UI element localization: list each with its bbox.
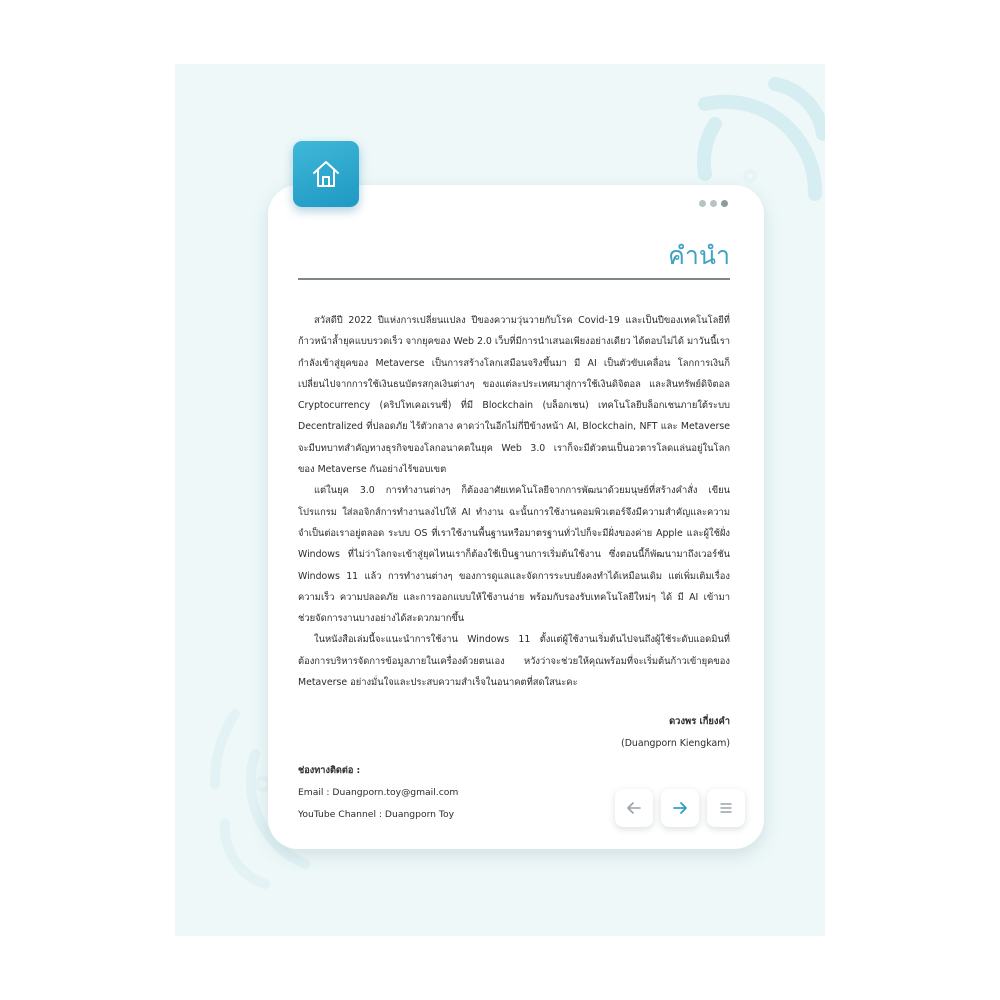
- preface-body: [298, 310, 730, 693]
- author-block: [560, 711, 730, 755]
- paragraph: แต่ในยุค 3.0 การทำงานต่างๆ ก็ต้องอาศัยเทคโนโลยีจากการพัฒนาด้วยมนุษย์ที่สร้างคำสั่ง เขียนโปรแกรม ใส่ลอจิกส์การทำงานลงไปให้ AI ทำงาน ฉะนั้นการใช้งานคอมพิวเตอร์จึงมีความสำคัญและความจำเป็นต่อเราอยู่ตลอด ระบบ OS ที่เราใช้งานพื้นฐานหรือมาตรฐานทั่วไปก็จะมีฝั่งของค่าย Apple และผู้ใช้ฝั่ง Windows ที่ไม่ว่าโลกจะเข้าสู่ยุคไหนเราก็ต้องใช้เป็นฐานการเริ่มต้นใช้งาน ซึ่งตอนนี้ก็พัฒนามาถึงเวอร์ชัน Windows 11 แล้ว การทำงานต่างๆ ของการดูแลและจัดการระบบยังคงทำได้เหมือนเดิม แต่เพิ่มเติมเรื่องความเร็ว ความปลอดภัย และการออกแบบให้ใช้งานง่าย พร้อมกับรองรับเทคโนโลยีใหม่ๆ ได้ มี AI เข้ามาช่วยจัดการงานบางอย่างได้สะดวกมากขึ้น: [298, 485, 730, 625]
- prev-page-button[interactable]: [615, 789, 653, 827]
- author-name-en: (Duangporn Kiengkam): [621, 738, 730, 749]
- next-page-button[interactable]: [661, 789, 699, 827]
- author-name: ดวงพร เกี่ยงคำ: [669, 716, 730, 727]
- contact-youtube: YouTube Channel : Duangporn Toy: [298, 809, 455, 820]
- paragraph: ในหนังสือเล่มนี้จะแนะนำการใช้งาน Windows 11 ตั้งแต่ผู้ใช้งานเริ่มต้นไปจนถึงผู้ใช้ระดับแอดมินที่ต้องการบริหารจัดการข้อมูลภายในเครื่องด้วยตนเอง หวังว่าจะช่วยให้คุณพร้อมที่จะเริ่มต้นก้าวเข้ายุคของ Metaverse อย่างมั่นใจและประสบความสำเร็จในอนาคตที่สดใสนะคะ: [298, 634, 730, 689]
- more-dots-icon: [699, 200, 728, 207]
- contact-heading: ช่องทางติดต่อ :: [298, 765, 361, 776]
- dot: [699, 200, 706, 207]
- arrow-left-icon: [626, 800, 642, 816]
- dot: [721, 200, 728, 207]
- home-button[interactable]: [293, 141, 359, 207]
- arrow-right-icon: [672, 800, 688, 816]
- contact-block: [298, 760, 558, 826]
- page-title: คำนำ: [668, 241, 730, 270]
- menu-icon: [718, 800, 734, 816]
- contact-email: Email : Duangporn.toy@gmail.com: [298, 787, 459, 798]
- dot: [710, 200, 717, 207]
- home-icon: [310, 158, 342, 190]
- menu-button[interactable]: [707, 789, 745, 827]
- paragraph: สวัสดีปี 2022 ปีแห่งการเปลี่ยนแปลง ปีของความวุ่นวายกับโรค Covid-19 และเป็นปีของเทคโนโลยีที่ก้าวหน้าล้ำยุคแบบรวดเร็ว จากยุคของ Web 2.0 เว็บที่มีการนำเสนอเพียงอย่างเดียว ได้ตอบไม่ได้ มาวันนี้เรากำลังเข้าสู่ยุคของ Metaverse เป็นการสร้างโลกเสมือนจริงขึ้นมา มี AI เป็นตัวขับเคลื่อน โลกการเงินก็เปลี่ยนไปจากการใช้เงินธนบัตรสกุลเงินต่างๆ ของแต่ละประเทศมาสู่การใช้เงินดิจิตอล และสินทรัพย์ดิจิตอล Cryptocurrency (คริปโทเคอเรนซี่) ที่มี Blockchain (บล็อกเชน) เทคโนโลยีบล็อกเชนภายใต้ระบบ Decentralized ที่ปลอดภัย ไร้ตัวกลาง คาดว่าในอีกไม่กี่ปีข้างหน้า AI, Blockchain, NFT และ Metaverse จะมีบทบาทสำคัญทางธุรกิจของโลกอนาคตในยุค Web 3.0 เราก็จะมีตัวตนเป็นอวตารโลดแล่นอยู่ในโลกของ Metaverse กันอย่างไร้ขอบเขต: [298, 315, 730, 476]
- title-divider: [298, 278, 730, 280]
